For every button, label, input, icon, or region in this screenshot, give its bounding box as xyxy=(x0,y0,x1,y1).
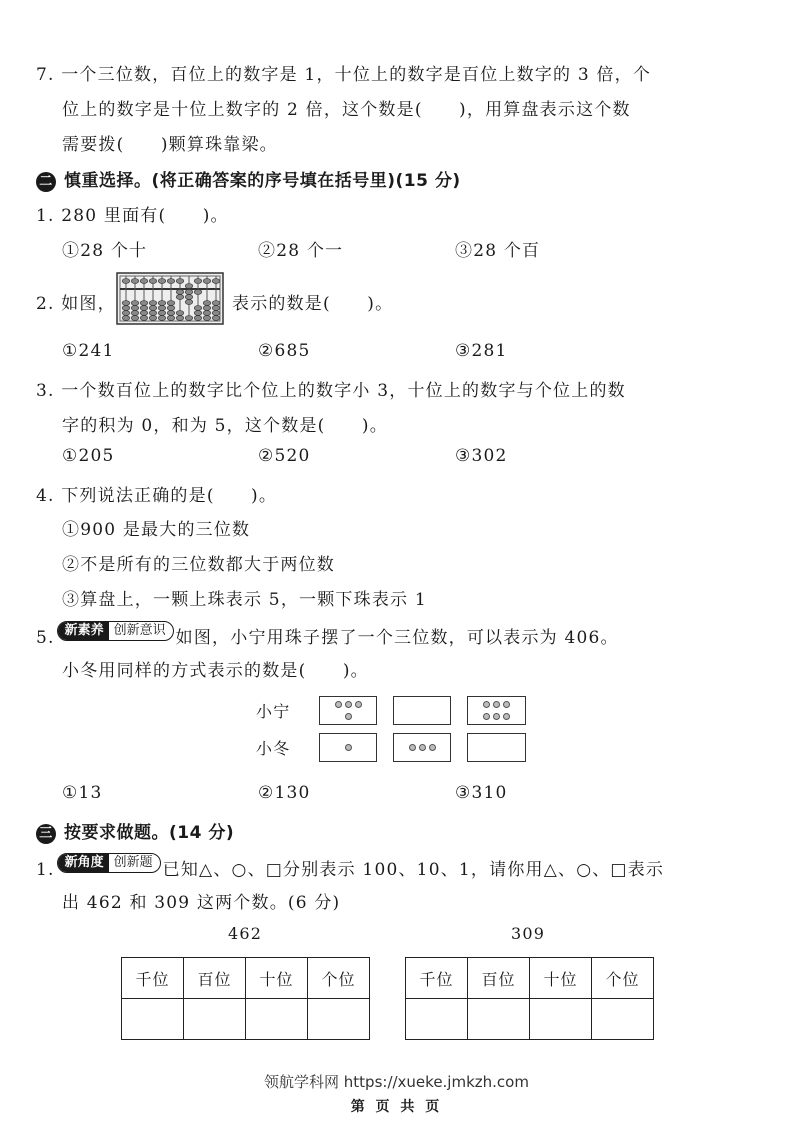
bead-dot xyxy=(429,744,436,751)
q7-line2: 位上的数字是十位上数字的 2 倍，这个数是( )，用算盘表示这个数 xyxy=(62,100,631,120)
q7-line1: 7. 一个三位数，百位上的数字是 1，十位上的数字是百位上数字的 3 倍，个 xyxy=(36,65,652,85)
place-value-table-462 xyxy=(121,957,370,1040)
bead-dot xyxy=(503,701,510,708)
s2q1-option-3: ③28 个百 xyxy=(455,241,541,261)
s2q1-option-1: ①28 个十 xyxy=(62,241,148,261)
bead-dot xyxy=(483,701,490,708)
s2q2-suffix: 表示的数是( )。 xyxy=(232,294,394,314)
bead-dot xyxy=(345,713,352,720)
s2q3-option-2: ②520 xyxy=(258,446,311,466)
s2q3-line2: 字的积为 0，和为 5，这个数是( )。 xyxy=(62,416,388,436)
answer-cell[interactable] xyxy=(468,999,530,1040)
new-literacy-badge: 新素养 创新意识 xyxy=(57,621,174,641)
s2q5-option-2: ②130 xyxy=(258,783,311,803)
header-tens: 十位 xyxy=(530,958,592,999)
header-thousands: 千位 xyxy=(122,958,184,999)
bead-dot xyxy=(335,701,342,708)
bead-box xyxy=(319,733,377,762)
section-3-heading xyxy=(36,818,234,844)
bead-box xyxy=(319,696,377,725)
s2q4-option-2: ②不是所有的三位数都大于两位数 xyxy=(62,555,335,575)
answer-cell[interactable] xyxy=(530,999,592,1040)
s2q1-option-2: ②28 个一 xyxy=(258,241,344,261)
s2q5-text: 如图，小宁用珠子摆了一个三位数，可以表示为 406。 xyxy=(175,628,619,648)
bead-dot xyxy=(345,701,352,708)
bead-box xyxy=(467,696,526,725)
s2q2-option-2: ②685 xyxy=(258,341,311,361)
s2q5-number: 5. xyxy=(36,628,55,648)
bead-box xyxy=(393,733,451,762)
number-309: 309 xyxy=(511,924,546,943)
s2q2-option-1: ①241 xyxy=(62,341,115,361)
section-2-heading xyxy=(36,166,461,192)
bead-dot xyxy=(493,701,500,708)
answer-cell[interactable] xyxy=(184,999,246,1040)
q7-line3: 需要拨( )颗算珠靠梁。 xyxy=(62,135,278,155)
footer-page-number: 第 页 共 页 xyxy=(350,1099,443,1115)
header-thousands: 千位 xyxy=(406,958,468,999)
s3q1-text: 已知△、○、□分别表示 100、10、1，请你用△、○、□表示 xyxy=(162,860,665,880)
answer-cell[interactable] xyxy=(406,999,468,1040)
bead-dot xyxy=(483,713,490,720)
s2q5-line2: 小冬用同样的方式表示的数是( )。 xyxy=(62,661,369,681)
s2q3-line1: 3. 一个数百位上的数字比个位上的数字小 3，十位上的数字与个位上的数 xyxy=(36,381,626,401)
answer-cell[interactable] xyxy=(246,999,308,1040)
s2q2-option-3: ③281 xyxy=(455,341,508,361)
s2q4-stem: 4. 下列说法正确的是( )。 xyxy=(36,486,278,506)
s2q5-option-1: ①13 xyxy=(62,783,103,803)
header-hundreds: 百位 xyxy=(468,958,530,999)
footer-site: 领航学科网 https://xueke.jmkzh.com xyxy=(264,1073,529,1091)
header-tens: 十位 xyxy=(246,958,308,999)
bead-box xyxy=(467,733,526,762)
section-number: 三 xyxy=(36,824,56,844)
section-title: 按要求做题。(14 分) xyxy=(64,823,235,843)
row-label-xiaoning: 小宁 xyxy=(256,702,291,721)
bead-dot xyxy=(409,744,416,751)
header-ones: 个位 xyxy=(308,958,370,999)
header-ones: 个位 xyxy=(592,958,654,999)
abacus-image xyxy=(116,272,224,325)
header-hundreds: 百位 xyxy=(184,958,246,999)
place-value-table-309 xyxy=(405,957,654,1040)
bead-dot xyxy=(355,701,362,708)
section-number: 二 xyxy=(36,172,56,192)
s2q2-prefix: 2. 如图， xyxy=(36,294,116,314)
new-angle-badge: 新角度 创新题 xyxy=(57,853,161,873)
bead-dot xyxy=(419,744,426,751)
s2q3-option-1: ①205 xyxy=(62,446,115,466)
s2q4-option-3: ③算盘上，一颗上珠表示 5，一颗下珠表示 1 xyxy=(62,590,427,610)
bead-dot xyxy=(345,744,352,751)
bead-box xyxy=(393,696,451,725)
bead-dot xyxy=(503,713,510,720)
s2q1-stem: 1. 280 里面有( )。 xyxy=(36,206,229,226)
bead-dot xyxy=(493,713,500,720)
answer-cell[interactable] xyxy=(308,999,370,1040)
s2q4-option-1: ①900 是最大的三位数 xyxy=(62,520,251,540)
s2q5-line1 xyxy=(36,621,619,648)
answer-cell[interactable] xyxy=(592,999,654,1040)
s3q1-line1 xyxy=(36,853,664,880)
s2q3-option-3: ③302 xyxy=(455,446,508,466)
row-label-xiaodong: 小冬 xyxy=(256,739,291,758)
number-462: 462 xyxy=(228,924,263,943)
s3q1-line2: 出 462 和 309 这两个数。(6 分) xyxy=(62,893,341,913)
s2q5-option-3: ③310 xyxy=(455,783,508,803)
s3q1-number: 1. xyxy=(36,860,55,880)
answer-cell[interactable] xyxy=(122,999,184,1040)
section-title: 慎重选择。(将正确答案的序号填在括号里)(15 分) xyxy=(64,171,461,191)
